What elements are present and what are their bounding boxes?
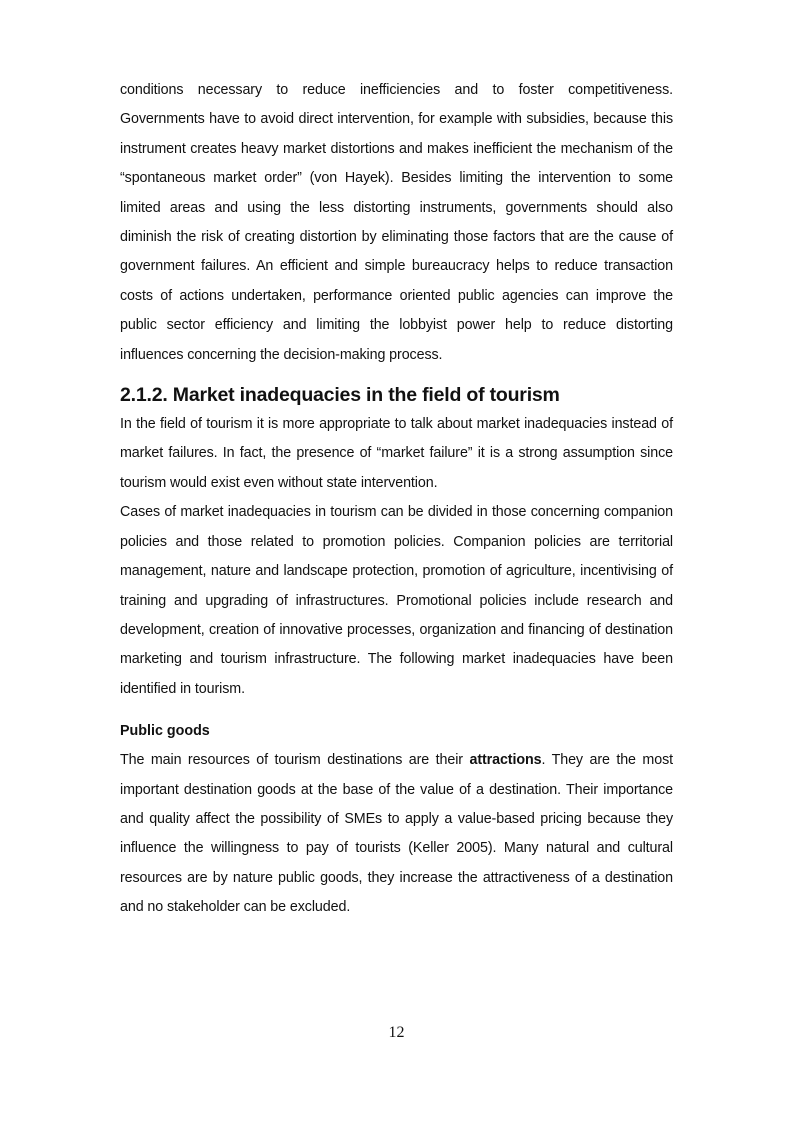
page-number: 12 [388, 1024, 405, 1041]
document-page [120, 76, 673, 923]
paragraph-public-goods-text-after: . They are the most important destination goods at the base of the value of a destination. Their importance and quality affect the possibility of SMEs to apply a value-based pricing because they influence the willingness to pay of tourists (Keller 2005). Many natural and cultural resources are by nature public goods, they increase the attractiveness of a destination and no stakeholder can be excluded. [120, 752, 673, 916]
paragraph-market-inadequacies-cases: Cases of market inadequacies in tourism can be divided in those concerning companion policies and those related to promotion policies. Companion policies are territorial management, nature and landscape protection, promotion of agriculture, incentivising of training and upgrading of infrastructures. Promotional policies include research and development, creation of innovative processes, organization and financing of destination marketing and tourism infrastructure. The following market inadequacies have been identified in tourism. [120, 504, 673, 697]
emphasis-attractions: attractions [469, 752, 542, 769]
paragraph-public-goods-text-before: The main resources of tourism destinations are their [120, 752, 470, 769]
paragraph-market-inadequacies-intro: In the field of tourism it is more appropriate to talk about market inadequacies instead of market failures. In fact, the presence of “market failure” it is a strong assumption since tourism would exist even without state intervention. [120, 416, 673, 491]
paragraph-government-intervention: conditions necessary to reduce inefficiencies and to foster competitiveness. Governments have to avoid direct intervention, for example with subsidies, because this instrument creates heavy market distortions and makes inefficient the mechanism of the “spontaneous market order” (von Hayek). Besides limiting the intervention to some limited areas and using the less distorting instruments, governments should also diminish the risk of creating distortion by eliminating those factors that are the cause of government failures. An efficient and simple bureaucracy helps to reduce transaction costs of actions undertaken, performance oriented public agencies can improve the public sector efficiency and limiting the lobbyist power help to reduce distorting influences concerning the decision-making process. [120, 82, 673, 363]
paragraph-public-goods [120, 746, 673, 922]
section-heading: 2.1.2. Market inadequacies in the field of tourism [120, 384, 560, 407]
subheading-public-goods: Public goods [120, 723, 210, 740]
